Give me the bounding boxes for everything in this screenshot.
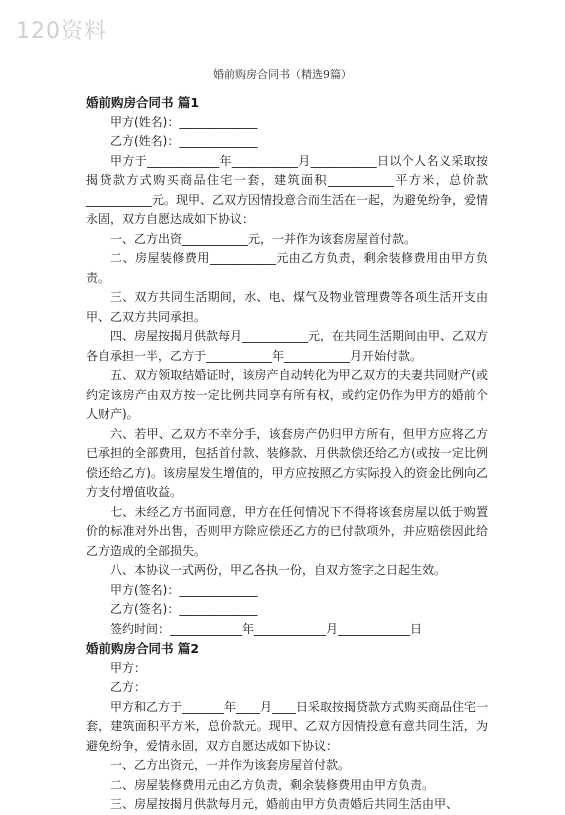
watermark-logo: 120资料: [16, 19, 107, 44]
clause-8: 八、本协议一式两份，甲乙各执一份，自双方签字之日起生效。: [110, 563, 447, 577]
intro-paragraph: 甲方于____________年___________月___________日以个人名义采取按揭贷款方式购买商品住宅一套，建筑面积___________平方米，总价款___________元。现甲、乙双方因情投意合而生活在一起，为避免纷争，爱情永固，双方自愿达成如下协议：: [86, 153, 489, 226]
clause-1: 一、乙方出资___________元，一并作为该套房屋首付款。: [110, 231, 417, 246]
party-a-line-2: 甲方：: [110, 660, 147, 675]
document-body: [86, 93, 488, 815]
intro-paragraph-2: 甲方和乙方于_______年____月____日采取按揭贷款方式购买商品住宅一套，建筑面积平方米，总价款元。现甲、乙双方因情投意有意共同生活，为避免纷争，爱情永固，双方自愿达成如下协议：: [86, 699, 489, 753]
document-title: 婚前购房合同书（精选9篇）: [213, 68, 352, 81]
section-heading-2: 婚前购房合同书 篇2: [86, 641, 200, 656]
section-heading-1: 婚前购房合同书 篇1: [86, 95, 200, 110]
party-b-signature-line: 乙方(签名)：_____________: [110, 602, 258, 616]
clause-2-1: 一、乙方出资元，一并作为该套房屋首付款。: [110, 758, 351, 772]
party-b-line-2: 乙方：: [110, 680, 147, 694]
clause-4: 四、房屋按揭月供款每月___________元，在共同生活期间由甲、乙双方各自承担一半，乙方于___________年___________月开始付款。: [86, 329, 489, 363]
signing-date-line: 签约时间：____________年____________月____________日: [110, 621, 423, 636]
clause-7: 七、未经乙方书面同意，甲方在任何情况下不得将该套房屋以低于购置价的标准对外出售，否则甲方除应偿还乙方的已付款项外，并应赔偿因此给乙方造成的全部损失。: [86, 504, 488, 558]
clause-2: 二、房屋装修费用___________元由乙方负责，剩余装修费用由甲方负责。: [86, 251, 488, 285]
clause-3: 三、双方共同生活期间，水、电、煤气及物业管理费等各项生活开支由甲、乙双方共同承担。: [86, 290, 488, 324]
clause-2-2: 二、房屋装修费用元由乙方负责，剩余装修费用由甲方负责。: [110, 777, 435, 792]
party-a-signature-line: 甲方(签名)：_____________: [110, 582, 258, 597]
clause-5: 五、双方领取结婚证时，该房产自动转化为甲乙双方的夫妻共同财产(或约定该房产由双方按一定比例共同享有所有权，或约定仍作为甲方的婚前个人财产)。: [86, 368, 488, 421]
clause-6: 六、若甲、乙双方不幸分手，该套房产仍归甲方所有，但甲方应将乙方已承担的全部费用，包括首付款、装修款、月供款偿还给乙方(或按一定比例偿还给乙方)。该房屋发生增值的，甲方应按照乙方实际投入的资金比例向乙方支付增值收益。: [86, 426, 488, 499]
party-b-name-line: 乙方(姓名)：_____________: [110, 134, 258, 148]
clause-2-3: 三、房屋按揭月供款每月元，婚前由甲方负责婚后共同生活由甲、: [110, 797, 459, 811]
party-a-name-line: 甲方(姓名)：_____________: [110, 114, 258, 129]
